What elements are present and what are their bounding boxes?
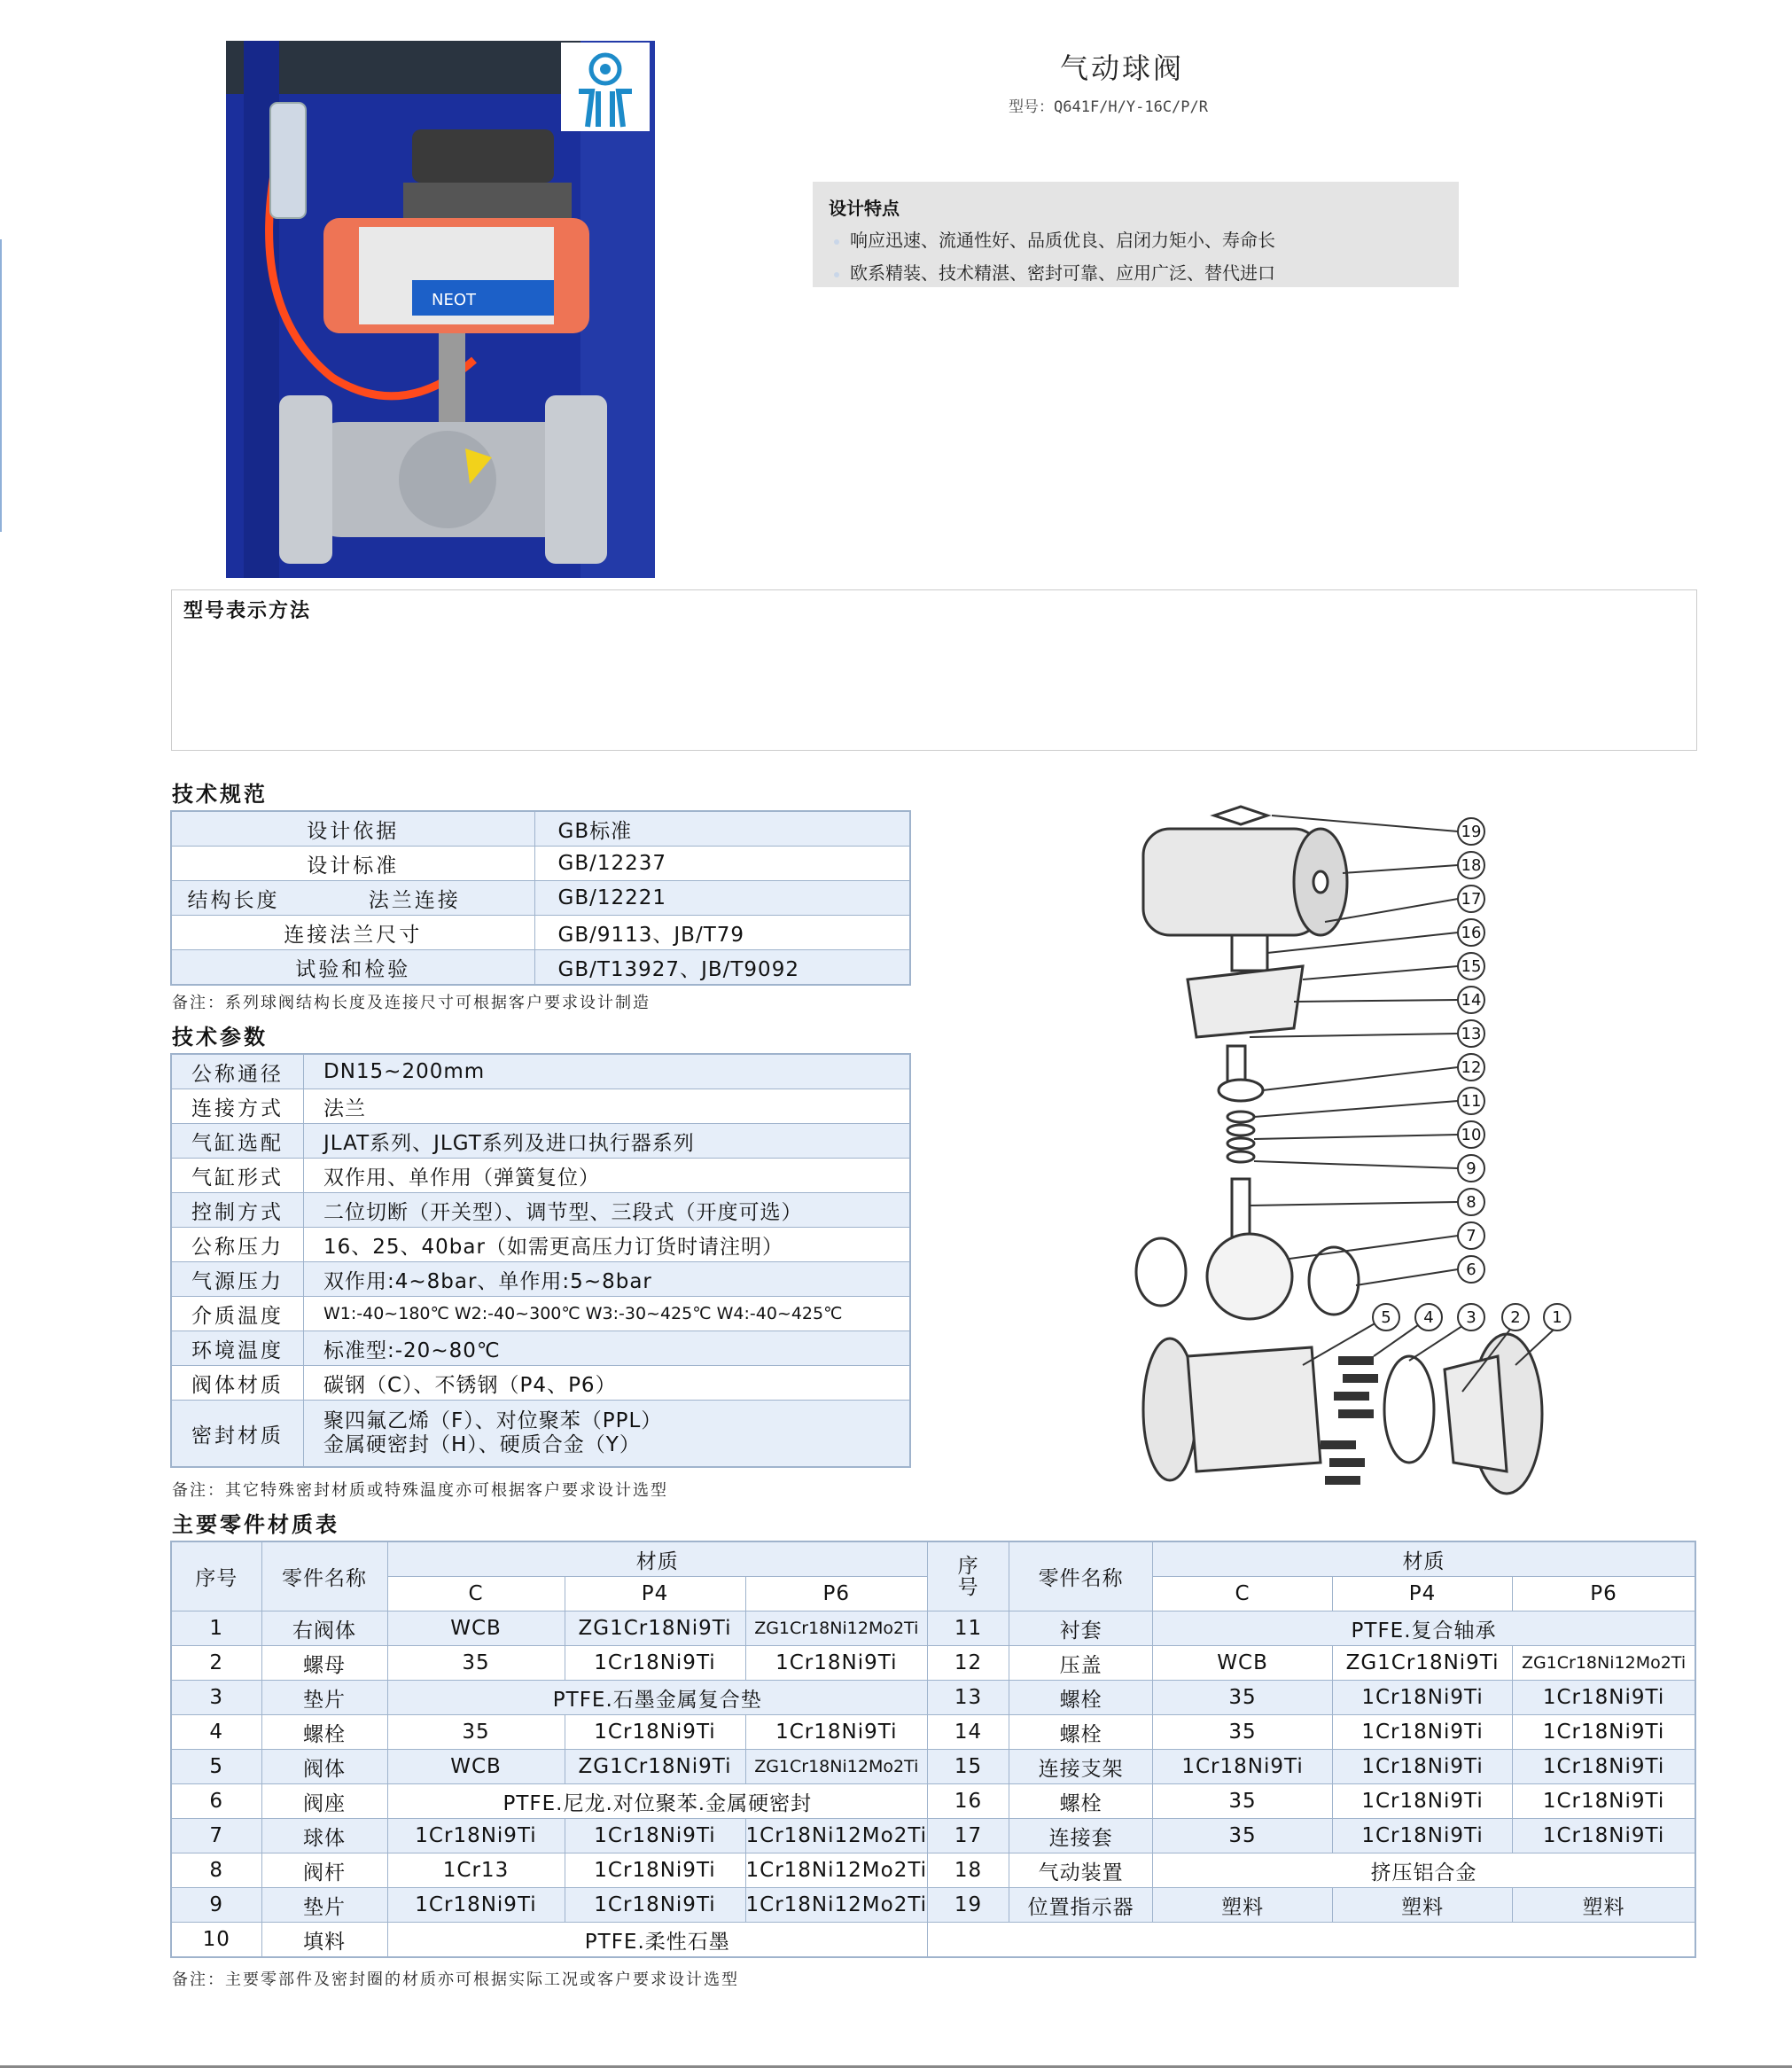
table-row (171, 1715, 1695, 1750)
callout-11 (1458, 1088, 1484, 1114)
callout-13 (1458, 1020, 1484, 1047)
params-heading: 技术参数 (172, 1025, 268, 1050)
table-cell: 1Cr18Ni9Ti (565, 1646, 745, 1681)
table-cell: 螺栓 (261, 1715, 387, 1750)
table-cell: 1Cr18Ni9Ti (745, 1646, 928, 1681)
col-name: 零件名称 (261, 1541, 387, 1611)
callout-5 (1373, 1304, 1399, 1331)
table-cell: 1Cr18Ni9Ti (1333, 1750, 1513, 1784)
table-header-row: C P4 P6 C P4 P6 (171, 1577, 1695, 1611)
table-cell: 1Cr18Ni9Ti (1153, 1750, 1333, 1784)
table-cell: 压盖 (1009, 1646, 1153, 1681)
table-cell: 1Cr18Ni12Mo2Ti (745, 1819, 928, 1853)
table-cell: ZG1Cr18Ni9Ti (565, 1750, 745, 1784)
table-cell: ZG1Cr18Ni12Mo2Ti (745, 1611, 928, 1646)
svg-text:2: 2 (1510, 1308, 1521, 1327)
params-table (170, 1053, 911, 1468)
table-cell: 连接支架 (1009, 1750, 1153, 1784)
svg-text:7: 7 (1466, 1227, 1476, 1245)
table-cell: 垫片 (261, 1888, 387, 1923)
table-cell: 垫片 (261, 1681, 387, 1715)
table-cell: 1Cr18Ni9Ti (565, 1819, 745, 1853)
table-cell: 1Cr18Ni9Ti (1513, 1681, 1695, 1715)
table-cell: 阀座 (261, 1784, 387, 1819)
table-cell: 35 (1153, 1784, 1333, 1819)
table-cell: 1Cr18Ni9Ti (1333, 1681, 1513, 1715)
table-cell: 塑料 (1333, 1888, 1513, 1923)
table-cell: WCB (387, 1611, 565, 1646)
table-row (171, 1611, 1695, 1646)
table-row: 气源压力 双作用:4~8bar、单作用:5~8bar (171, 1262, 910, 1297)
table-cell: 12 (928, 1646, 1009, 1681)
table-cell: 9 (171, 1888, 261, 1923)
svg-text:12: 12 (1461, 1058, 1482, 1077)
table-cell: 11 (928, 1611, 1009, 1646)
table-cell: 15 (928, 1750, 1009, 1784)
table-cell: 1 (171, 1611, 261, 1646)
svg-text:3: 3 (1466, 1308, 1476, 1327)
callout-8 (1458, 1189, 1484, 1215)
table-cell: 右阀体 (261, 1611, 387, 1646)
table-cell: 阀体 (261, 1750, 387, 1784)
table-cell: 1Cr18Ni9Ti (387, 1819, 565, 1853)
table-row: 设计标准 GB/12237 (171, 847, 910, 881)
table-row (171, 1888, 1695, 1923)
table-cell: 挤压铝合金 (1153, 1853, 1695, 1888)
table-cell: 气动装置 (1009, 1853, 1153, 1888)
table-cell: 5 (171, 1750, 261, 1784)
callout-7 (1458, 1222, 1484, 1249)
table-row: 公称压力 16、25、40bar（如需更高压力订货时请注明） (171, 1228, 910, 1262)
table-cell: 填料 (261, 1923, 387, 1958)
table-cell: 35 (1153, 1819, 1333, 1853)
logo-mark-icon (561, 43, 650, 131)
svg-text:15: 15 (1461, 957, 1482, 976)
table-cell: WCB (1153, 1646, 1333, 1681)
model-method-box (171, 589, 1697, 751)
col-no: 序号 (171, 1541, 261, 1611)
table-cell: 1Cr18Ni9Ti (1333, 1784, 1513, 1819)
table-row: 试验和检验 GB/T13927、JB/T9092 (171, 950, 910, 986)
table-row: 气缸选配 JLAT系列、JLGT系列及进口执行器系列 (171, 1124, 910, 1159)
valve-exploded-drawing (1117, 789, 1578, 1525)
table-cell: 阀杆 (261, 1853, 387, 1888)
callout-16 (1458, 919, 1484, 946)
table-cell: ZG1Cr18Ni9Ti (1333, 1646, 1513, 1681)
table-cell: 6 (171, 1784, 261, 1819)
table-cell: 1Cr18Ni9Ti (1513, 1784, 1695, 1819)
table-cell: 3 (171, 1681, 261, 1715)
table-cell: 1Cr18Ni12Mo2Ti (745, 1888, 928, 1923)
table-cell: 16 (928, 1784, 1009, 1819)
table-cell: 1Cr18Ni9Ti (565, 1853, 745, 1888)
params-note: 备注：其它特殊密封材质或特殊温度亦可根据客户要求设计选型 (172, 1481, 668, 1500)
callout-6 (1458, 1256, 1484, 1283)
table-cell: 4 (171, 1715, 261, 1750)
parts-note: 备注：主要零部件及密封圈的材质亦可根据实际工况或客户要求设计选型 (172, 1970, 739, 1989)
svg-text:11: 11 (1461, 1092, 1482, 1111)
table-row: 连接方式 法兰 (171, 1089, 910, 1124)
table-cell: ZG1Cr18Ni12Mo2Ti (745, 1750, 928, 1784)
svg-text:8: 8 (1466, 1193, 1476, 1212)
table-cell: 球体 (261, 1819, 387, 1853)
page-title: 气动球阀 (1060, 51, 1185, 85)
table-row: 环境温度 标准型:-20~80℃ (171, 1331, 910, 1366)
callout-14 (1458, 987, 1484, 1013)
bullet-icon (834, 272, 839, 277)
table-cell: 螺栓 (1009, 1715, 1153, 1750)
table-cell: 17 (928, 1819, 1009, 1853)
table-cell: 8 (171, 1853, 261, 1888)
callout-3 (1458, 1304, 1484, 1331)
table-cell: 1Cr18Ni9Ti (1513, 1715, 1695, 1750)
table-row (171, 1646, 1695, 1681)
callout-1 (1544, 1304, 1570, 1331)
svg-text:4: 4 (1423, 1308, 1434, 1327)
table-cell: WCB (387, 1750, 565, 1784)
table-cell: 14 (928, 1715, 1009, 1750)
table-cell: 1Cr18Ni9Ti (387, 1888, 565, 1923)
model-method-heading: 型号表示方法 (183, 600, 312, 622)
parts-table (170, 1541, 1696, 1958)
table-cell: 1Cr18Ni9Ti (1333, 1819, 1513, 1853)
table-cell: 19 (928, 1888, 1009, 1923)
table-row: 气缸形式 双作用、单作用（弹簧复位） (171, 1159, 910, 1193)
callout-4 (1415, 1304, 1442, 1331)
table-cell: 1Cr18Ni9Ti (1513, 1750, 1695, 1784)
table-cell: PTFE.柔性石墨 (387, 1923, 928, 1958)
svg-text:1: 1 (1552, 1308, 1562, 1327)
callout-15 (1458, 953, 1484, 979)
spec-note: 备注：系列球阀结构长度及连接尺寸可根据客户要求设计制造 (172, 994, 651, 1012)
table-cell: 7 (171, 1819, 261, 1853)
svg-text:6: 6 (1466, 1260, 1476, 1279)
svg-text:13: 13 (1461, 1025, 1482, 1043)
table-cell: 2 (171, 1646, 261, 1681)
table-cell: 1Cr18Ni9Ti (565, 1715, 745, 1750)
svg-text:17: 17 (1461, 890, 1482, 909)
callout-19 (1458, 818, 1484, 845)
table-row (171, 1819, 1695, 1853)
callout-12 (1458, 1054, 1484, 1081)
table-cell: 10 (171, 1923, 261, 1958)
model-number: 型号：Q641F/H/Y-16C/P/R (1009, 98, 1208, 116)
table-cell: 位置指示器 (1009, 1888, 1153, 1923)
table-cell: 1Cr18Ni9Ti (745, 1715, 928, 1750)
callout-17 (1458, 886, 1484, 912)
table-cell: 1Cr18Ni9Ti (1333, 1715, 1513, 1750)
table-cell: 18 (928, 1853, 1009, 1888)
table-cell: 连接套 (1009, 1819, 1153, 1853)
table-cell: PTFE.复合轴承 (1153, 1611, 1695, 1646)
col-material-right: 材质 (1153, 1541, 1695, 1577)
table-cell: 1Cr13 (387, 1853, 565, 1888)
table-row (171, 1923, 1695, 1958)
svg-text:18: 18 (1461, 856, 1482, 875)
exploded-diagram (1117, 789, 1578, 1525)
table-cell: 衬套 (1009, 1611, 1153, 1646)
table-row (171, 1784, 1695, 1819)
table-row (171, 1853, 1695, 1888)
table-cell: ZG1Cr18Ni9Ti (565, 1611, 745, 1646)
svg-text:9: 9 (1466, 1159, 1476, 1178)
features-panel (813, 182, 1459, 287)
table-cell: 35 (387, 1715, 565, 1750)
feature-item: 欧系精装、技术精湛、密封可靠、应用广泛、替代进口 (834, 259, 1275, 285)
col-material: 材质 (387, 1541, 928, 1577)
table-cell: 塑料 (1513, 1888, 1695, 1923)
table-cell: 35 (387, 1646, 565, 1681)
callout-2 (1502, 1304, 1529, 1331)
table-row: 介质温度 W1:-40~180℃ W2:-40~300℃ W3:-30~425℃ W4:-40~425℃ (171, 1297, 910, 1331)
table-cell: 螺栓 (1009, 1681, 1153, 1715)
table-header-row (171, 1541, 1695, 1577)
table-cell: 1Cr18Ni9Ti (1513, 1819, 1695, 1853)
table-cell: 螺母 (261, 1646, 387, 1681)
table-row: 控制方式 二位切断（开关型）、调节型、三段式（开度可选） (171, 1193, 910, 1228)
svg-text:10: 10 (1461, 1126, 1482, 1144)
table-row (171, 1681, 1695, 1715)
brand-logo (561, 43, 650, 131)
table-cell: 塑料 (1153, 1888, 1333, 1923)
svg-text:5: 5 (1381, 1308, 1391, 1327)
table-row: 阀体材质 碳钢（C）、不锈钢（P4、P6） (171, 1366, 910, 1401)
svg-text:19: 19 (1461, 823, 1482, 841)
table-cell: 35 (1153, 1715, 1333, 1750)
spec-heading: 技术规范 (172, 782, 268, 807)
table-row: 公称通径 DN15~200mm (171, 1054, 910, 1089)
table-cell: 螺栓 (1009, 1784, 1153, 1819)
page-edge-line (0, 239, 2, 532)
col-name-right: 零件名称 (1009, 1541, 1153, 1611)
table-cell: 35 (1153, 1681, 1333, 1715)
empty-cell (928, 1923, 1695, 1958)
table-row (171, 1750, 1695, 1784)
table-row: 结构长度 法兰连接 GB/12221 (171, 881, 910, 916)
svg-text:14: 14 (1461, 991, 1482, 1010)
table-row: 密封材质 聚四氟乙烯（F）、对位聚苯（PPL） 金属硬密封（H）、硬质合金（Y） (171, 1401, 910, 1468)
table-cell: PTFE.石墨金属复合垫 (387, 1681, 928, 1715)
parts-heading: 主要零件材质表 (172, 1512, 339, 1537)
feature-item: 响应迅速、流通性好、品质优良、启闭力矩小、寿命长 (834, 226, 1275, 252)
table-cell: 13 (928, 1681, 1009, 1715)
table-cell: ZG1Cr18Ni12Mo2Ti (1513, 1646, 1695, 1681)
table-cell: PTFE.尼龙.对位聚苯.金属硬密封 (387, 1784, 928, 1819)
table-cell: 1Cr18Ni9Ti (565, 1888, 745, 1923)
callout-10 (1458, 1121, 1484, 1148)
table-cell: 1Cr18Ni12Mo2Ti (745, 1853, 928, 1888)
table-row: 设计依据 GB标准 (171, 811, 910, 847)
bullet-icon (834, 239, 839, 245)
photo-label: NEOT (432, 291, 477, 309)
svg-text:16: 16 (1461, 924, 1482, 942)
callout-9 (1458, 1155, 1484, 1182)
features-heading: 设计特点 (829, 198, 900, 219)
spec-table (170, 810, 911, 986)
callout-18 (1458, 852, 1484, 878)
col-no-right: 序 号 (928, 1541, 1009, 1611)
table-row: 连接法兰尺寸 GB/9113、JB/T79 (171, 916, 910, 950)
